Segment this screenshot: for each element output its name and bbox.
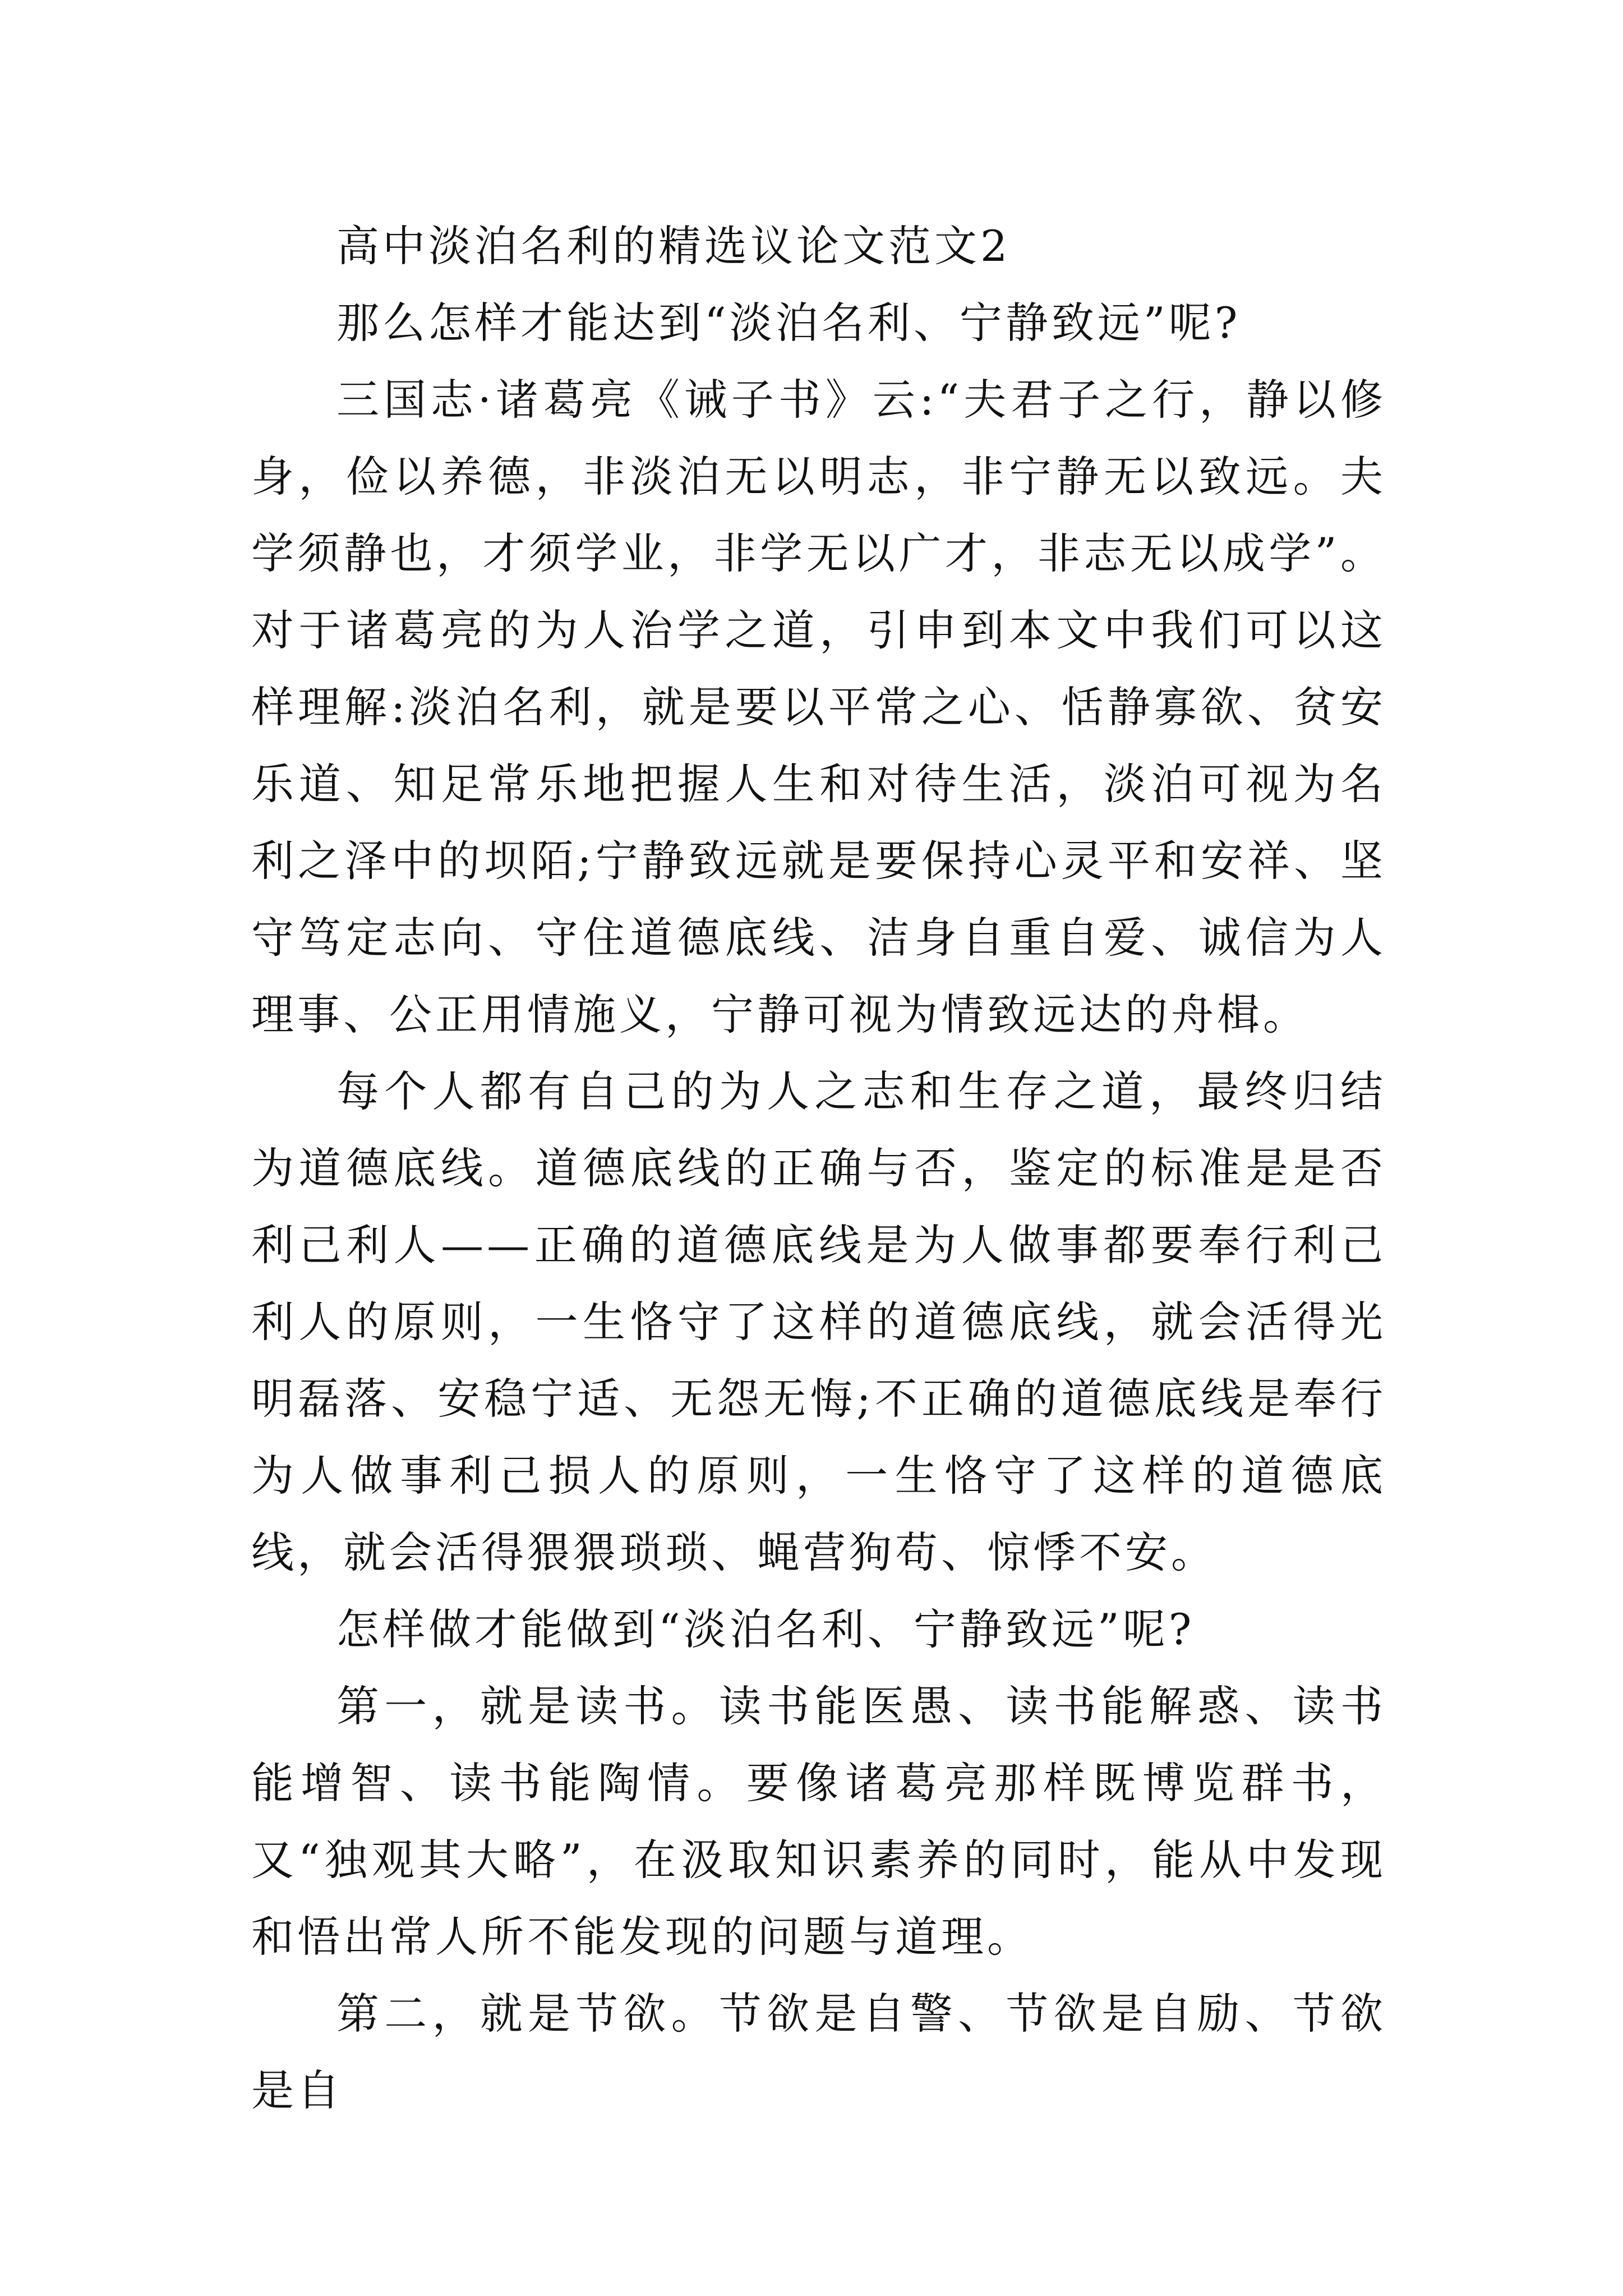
document-title: 高中淡泊名利的精选议论文范文2 — [336, 221, 1011, 271]
paragraph-question-1: 那么怎样才能达到“淡泊名利、宁静致远”呢? — [336, 298, 1241, 348]
paragraph-second-restraint: 第二，就是节欲。节欲是自警、节欲是自励、节欲是自 — [251, 1989, 1386, 2115]
paragraph-moral-bottom-line: 每个人都有自己的为人之志和生存之道，最终归结为道德底线。道德底线的正确与否，鉴定的标准是是否利己利人——正确的道德底线是为人做事都要奉行利己利人的原则，一生恪守了这样的道德底线，就会活得光明磊落、安稳宁适、无怨无悔;不正确的道德底线是奉行为人做事利己损人的原则，一生恪守了这样的道德底线，就会活得猥猥琐琐、蝇营狗苟、惊悸不安。 — [251, 1066, 1386, 1577]
document-body — [251, 208, 1386, 2129]
paragraph-question-2: 怎样做才能做到“淡泊名利、宁静致远”呢? — [336, 1604, 1195, 1654]
paragraph-zhuge-liang-quote: 三国志·诸葛亮《诫子书》云:“夫君子之行，静以修身，俭以养德，非淡泊无以明志，非宁静无以致远。夫学须静也，才须学业，非学无以广才，非志无以成学”。对于诸葛亮的为人治学之道，引申到本文中我们可以这样理解:淡泊名利，就是要以平常之心、恬静寡欲、贫安乐道、知足常乐地把握人生和对待生活，淡泊可视为名利之泽中的坝陌;宁静致远就是要保持心灵平和安祥、坚守笃定志向、守住道德底线、洁身自重自爱、诚信为人理事、公正用情施义，宁静可视为情致远达的舟楫。 — [251, 375, 1386, 1039]
paragraph-first-reading: 第一，就是读书。读书能医愚、读书能解惑、读书能增智、读书能陶情。要像诸葛亮那样既博览群书，又“独观其大略”，在汲取知识素养的同时，能从中发现和悟出常人所不能发现的问题与道理。 — [251, 1681, 1386, 1962]
